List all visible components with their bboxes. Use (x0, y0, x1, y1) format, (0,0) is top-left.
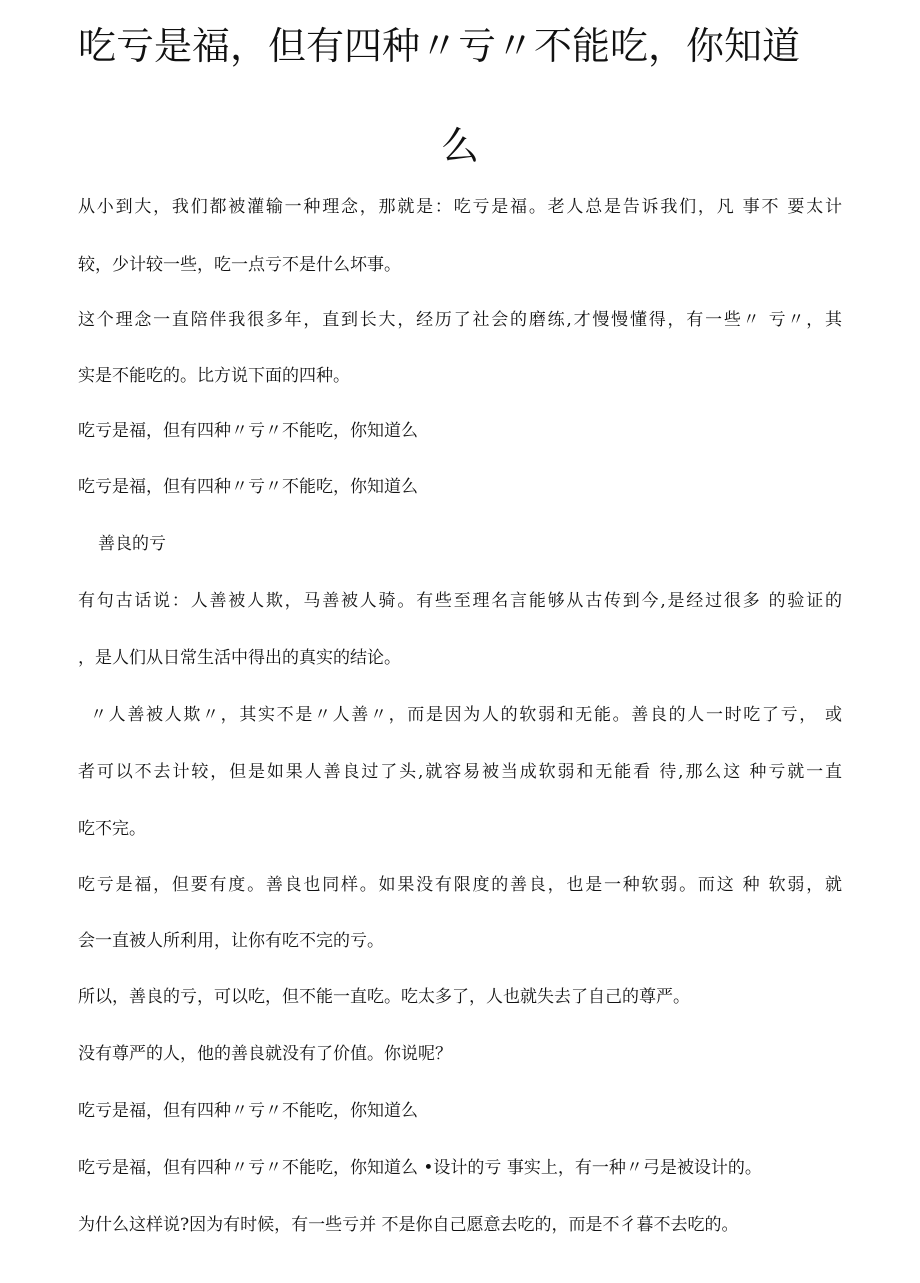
paragraph-line: 吃亏是福，但要有度。善良也同样。如果没有限度的善良，也是一种软弱。而这 种 软弱，就 (78, 875, 842, 895)
paragraph-line: 吃亏是福，但有四种〃亏〃不能吃，你知道么 (78, 477, 418, 497)
section-heading-kindness: 善良的亏 (98, 534, 166, 554)
title-line-2: 么 (440, 124, 479, 168)
paragraph-line: 〃人善被人欺〃，其实不是〃人善〃，而是因为人的软弱和无能。善良的人一时吃了亏， 或 (90, 705, 842, 725)
paragraph-line: 所以，善良的亏，可以吃，但不能一直吃。吃太多了，人也就失去了自己的尊严。 (78, 987, 690, 1007)
paragraph-line: 者可以不去计较，但是如果人善良过了头,就容易被当成软弱和无能看 待,那么这 种亏就一直 (78, 762, 842, 782)
paragraph-line: 较，少计较一些，吃一点亏不是什么坏事。 (78, 255, 401, 275)
paragraph-line: 实是不能吃的。比方说下面的四种。 (78, 366, 350, 386)
paragraph-line: ，是人们从日常生活中得出的真实的结论。 (78, 648, 401, 668)
paragraph-line: 从小到大，我们都被灌输一种理念，那就是：吃亏是福。老人总是告诉我们，凡 事不 要太计 (78, 197, 842, 217)
paragraph-line: 吃亏是福，但有四种〃亏〃不能吃，你知道么 (78, 1101, 418, 1121)
paragraph-line: 有句古话说：人善被人欺，马善被人骑。有些至理名言能够从古传到今,是经过很多 的验证的 (78, 591, 842, 611)
paragraph-line: 这个理念一直陪伴我很多年，直到长大，经历了社会的磨练,才慢慢懂得，有一些〃 亏〃，其 (78, 310, 842, 330)
paragraph-line: 吃不完。 (78, 819, 146, 839)
paragraph-line: 吃亏是福，但有四种〃亏〃不能吃，你知道么 •设计的亏 事实上，有一种〃弓是被设计的。 (78, 1158, 762, 1178)
paragraph-line: 为什么这样说?因为有时候，有一些亏并 不是你自己愿意去吃的，而是不彳暮不去吃的。 (78, 1215, 739, 1235)
paragraph-line: 没有尊严的人，他的善良就没有了价值。你说呢？ (78, 1044, 452, 1064)
paragraph-line: 会一直被人所利用，让你有吃不完的亏。 (78, 931, 384, 951)
title-line-1: 吃亏是福，但有四种〃亏〃不能吃，你知道 (78, 24, 801, 68)
paragraph-line: 吃亏是福，但有四种〃亏〃不能吃，你知道么 (78, 421, 418, 441)
